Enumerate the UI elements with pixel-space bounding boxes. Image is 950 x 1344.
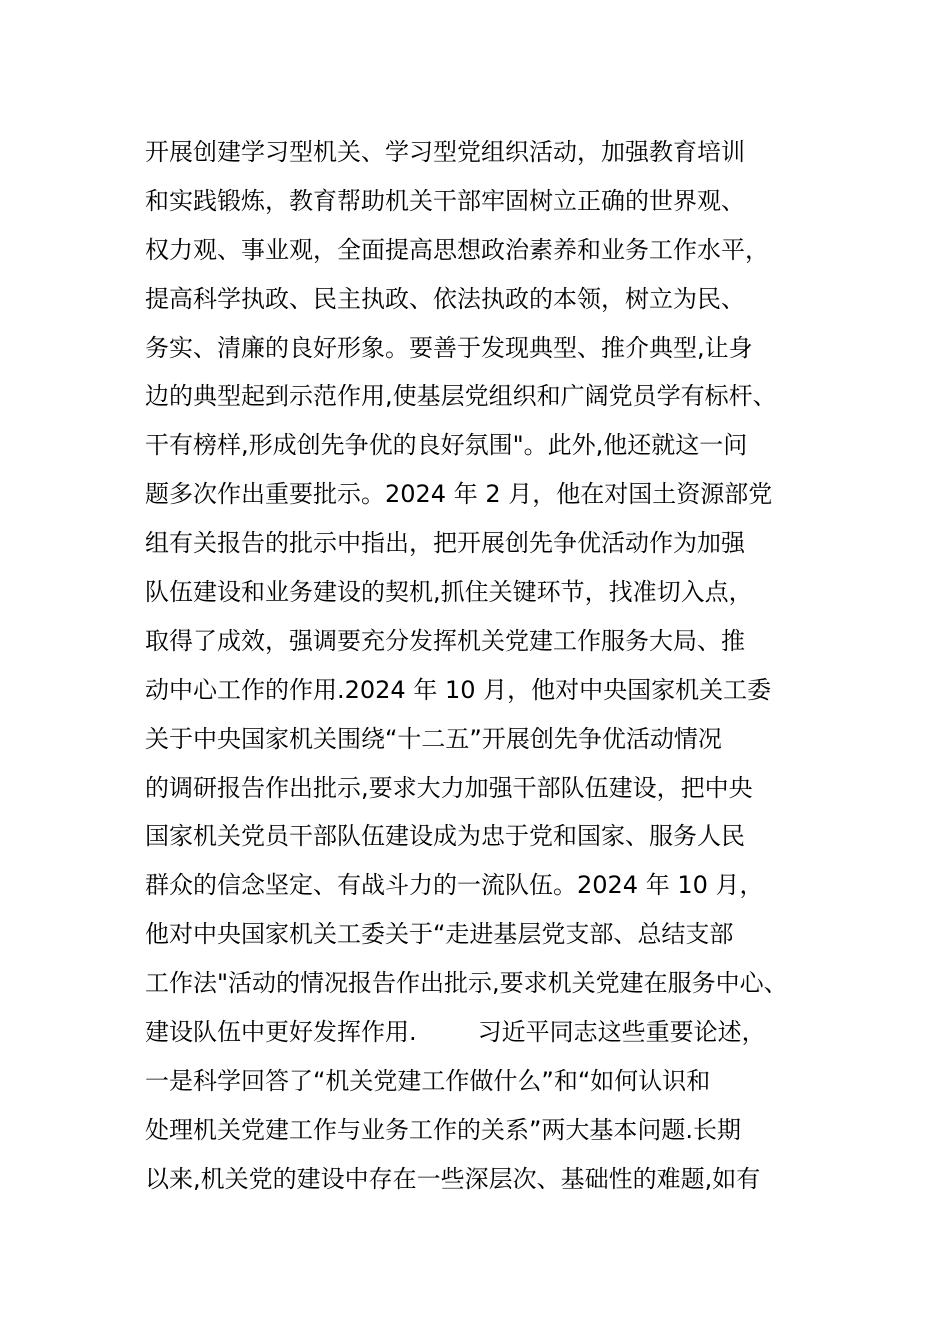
text-line: 题多次作出重要批示。2024 年 2 月，他在对国土资源部党 <box>145 480 773 509</box>
text-line: 务实、清廉的良好形象。要善于发现典型、推介典型,让身 <box>145 333 753 362</box>
text-line: 建设队伍中更好发挥作用. 习近平同志这些重要论述， <box>145 1018 766 1047</box>
text-line: 处理机关党建工作与业务工作的关系”两大基本问题.长期 <box>145 1115 742 1144</box>
text-line: 的调研报告作出批示,要求大力加强干部队伍建设，把中央 <box>145 773 753 802</box>
text-line: 开展创建学习型机关、学习型党组织活动，加强教育培训 <box>145 138 745 166</box>
text-line: 关于中央国家机关围绕“十二五”开展创先争优活动情况 <box>145 724 722 753</box>
text-line: 边的典型起到示范作用,使基层党组织和广阔党员学有标杆、 <box>145 382 777 411</box>
body-text <box>145 128 845 1204</box>
text-line: 和实践锻炼，教育帮助机关干部牢固树立正确的世界观、 <box>145 186 745 215</box>
text-line: 提高科学执政、民主执政、依法执政的本领，树立为民、 <box>145 284 745 313</box>
text-line: 群众的信念坚定、有战斗力的一流队伍。2024 年 10 月， <box>145 871 764 900</box>
text-line: 以来,机关党的建设中存在一些深层次、基础性的难题,如有 <box>145 1164 761 1193</box>
text-line: 工作法"活动的情况报告作出批示,要求机关党建在服务中心、 <box>145 969 788 998</box>
text-line: 国家机关党员干部队伍建设成为忠于党和国家、服务人民 <box>145 822 745 851</box>
text-line: 取得了成效，强调要充分发挥机关党建工作服务大局、推 <box>145 626 745 655</box>
text-line: 他对中央国家机关工委关于“走进基层党支部、总结支部 <box>145 920 734 949</box>
text-line: 权力观、事业观，全面提高思想政治素养和业务工作水平， <box>145 235 769 264</box>
text-line: 一是科学回答了“机关党建工作做什么”和“如何认识和 <box>145 1066 711 1095</box>
text-line: 干有榜样,形成创先争优的良好氛围"。此外,他还就这一问 <box>145 431 748 460</box>
text-line: 组有关报告的批示中指出，把开展创先争优活动作为加强 <box>145 529 745 558</box>
text-line: 动中心工作的作用.2024 年 10 月，他对中央国家机关工委 <box>145 675 772 704</box>
text-line: 队伍建设和业务建设的契机,抓住关键环节，找准切入点， <box>145 578 753 607</box>
